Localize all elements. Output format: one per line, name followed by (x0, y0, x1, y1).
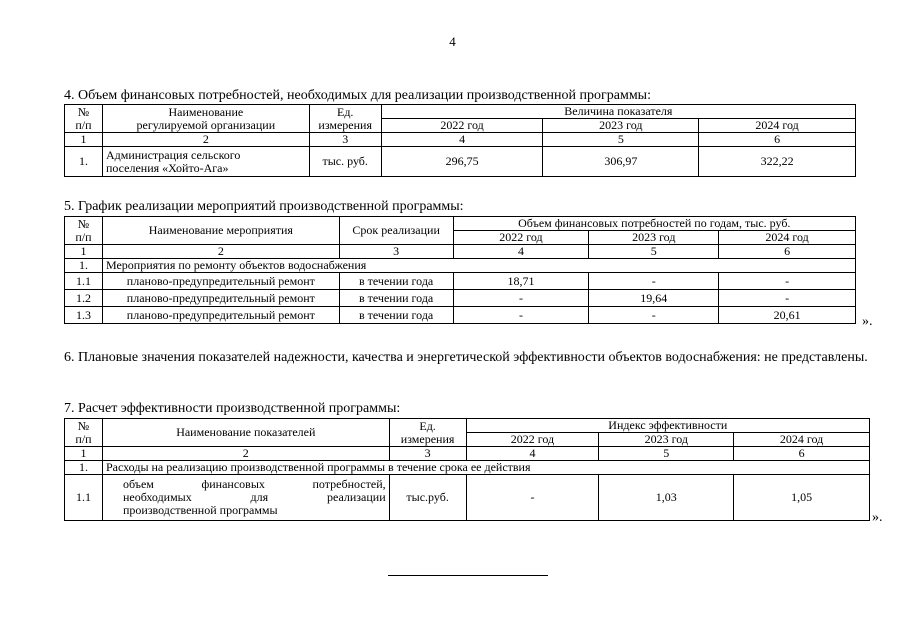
index-cell: 6 (699, 133, 856, 147)
index-cell: 1 (65, 133, 103, 147)
index-cell: 5 (599, 447, 734, 461)
table-row (65, 290, 856, 307)
group-row (65, 259, 856, 273)
row-activity: планово-предупредительный ремонт (102, 273, 339, 290)
efficiency-table (64, 418, 870, 521)
header-index: Индекс эффективности (466, 419, 869, 433)
row-value: 18,71 (453, 273, 589, 290)
index-cell: 4 (453, 245, 589, 259)
row-organization: Администрация сельского поселения «Хойто-Ага» (102, 147, 309, 177)
row-activity: планово-предупредительный ремонт (102, 290, 339, 307)
index-cell: 6 (719, 245, 856, 259)
row-value: - (453, 290, 589, 307)
row-indicator: объем финансовых потребностей, необходимых для реализации производственной программы (102, 475, 389, 521)
header-year: 2024 год (734, 433, 870, 447)
index-cell: 1 (65, 245, 103, 259)
closing-quote: ». (872, 510, 883, 525)
index-cell: 2 (102, 133, 309, 147)
group-name: Расходы на реализацию производственной программы в течение срока ее действия (102, 461, 869, 475)
row-num: 1.1 (65, 475, 103, 521)
header-activity: Наименование мероприятия (102, 217, 339, 245)
header-organization: Наименование регулируемой организации (102, 105, 309, 133)
row-value: - (453, 307, 589, 324)
row-num: 1.2 (65, 290, 103, 307)
index-row (65, 245, 856, 259)
index-cell: 6 (734, 447, 870, 461)
schedule-table (64, 216, 856, 324)
row-value: 1,03 (599, 475, 734, 521)
row-unit: тыс. руб. (309, 147, 381, 177)
row-num: 1. (65, 147, 103, 177)
index-row (65, 133, 856, 147)
index-cell: 1 (65, 447, 103, 461)
row-value: - (589, 273, 719, 290)
table-row (65, 273, 856, 290)
row-num: 1.1 (65, 273, 103, 290)
index-cell: 3 (309, 133, 381, 147)
header-value: Величина показателя (381, 105, 855, 119)
index-row (65, 447, 870, 461)
index-cell: 2 (102, 245, 339, 259)
row-term: в течении года (339, 307, 453, 324)
header-unit: Ед. измерения (389, 419, 466, 447)
index-cell: 3 (389, 447, 466, 461)
row-value: - (719, 273, 856, 290)
header-volume: Объем финансовых потребностей по годам, тыс. руб. (453, 217, 855, 231)
group-row (65, 461, 870, 475)
header-year: 2023 год (543, 119, 699, 133)
footer-divider (388, 575, 548, 576)
row-term: в течении года (339, 290, 453, 307)
row-value: - (589, 307, 719, 324)
header-year: 2022 год (466, 433, 599, 447)
page-number: 4 (449, 34, 456, 49)
header-year: 2022 год (453, 231, 589, 245)
group-num: 1. (65, 461, 103, 475)
index-cell: 4 (466, 447, 599, 461)
table-row (65, 147, 856, 177)
row-unit: тыс.руб. (389, 475, 466, 521)
header-year: 2022 год (381, 119, 543, 133)
section-5-title: 5. График реализации мероприятий производственной программы: (64, 199, 464, 214)
header-unit: Ед. измерения (309, 105, 381, 133)
closing-quote: ». (862, 314, 873, 329)
header-year: 2023 год (589, 231, 719, 245)
row-value: 20,61 (719, 307, 856, 324)
group-num: 1. (65, 259, 103, 273)
header-num: № п/п (65, 105, 103, 133)
index-cell: 2 (102, 447, 389, 461)
row-value: 19,64 (589, 290, 719, 307)
financial-needs-table (64, 104, 856, 177)
group-name: Мероприятия по ремонту объектов водоснабжения (102, 259, 855, 273)
table-row (65, 307, 856, 324)
index-cell: 4 (381, 133, 543, 147)
row-value: 306,97 (543, 147, 699, 177)
header-term: Срок реализации (339, 217, 453, 245)
section-7-title: 7. Расчет эффективности производственной программы: (64, 401, 401, 416)
header-num: № п/п (65, 419, 103, 447)
header-year: 2024 год (719, 231, 856, 245)
index-cell: 5 (543, 133, 699, 147)
header-indicator: Наименование показателей (102, 419, 389, 447)
row-value: 322,22 (699, 147, 856, 177)
header-year: 2024 год (699, 119, 856, 133)
section-6-text: 6. Плановые значения показателей надежности, качества и энергетической эффективности объектов водоснабжения: не представлены. (64, 350, 868, 365)
index-cell: 3 (339, 245, 453, 259)
index-cell: 5 (589, 245, 719, 259)
table-row (65, 475, 870, 521)
header-num: № п/п (65, 217, 103, 245)
row-value: 296,75 (381, 147, 543, 177)
row-term: в течении года (339, 273, 453, 290)
row-value: - (719, 290, 856, 307)
header-year: 2023 год (599, 433, 734, 447)
row-num: 1.3 (65, 307, 103, 324)
section-4-title: 4. Объем финансовых потребностей, необходимых для реализации производственной программы: (64, 88, 651, 103)
row-value: 1,05 (734, 475, 870, 521)
row-value: - (466, 475, 599, 521)
row-activity: планово-предупредительный ремонт (102, 307, 339, 324)
